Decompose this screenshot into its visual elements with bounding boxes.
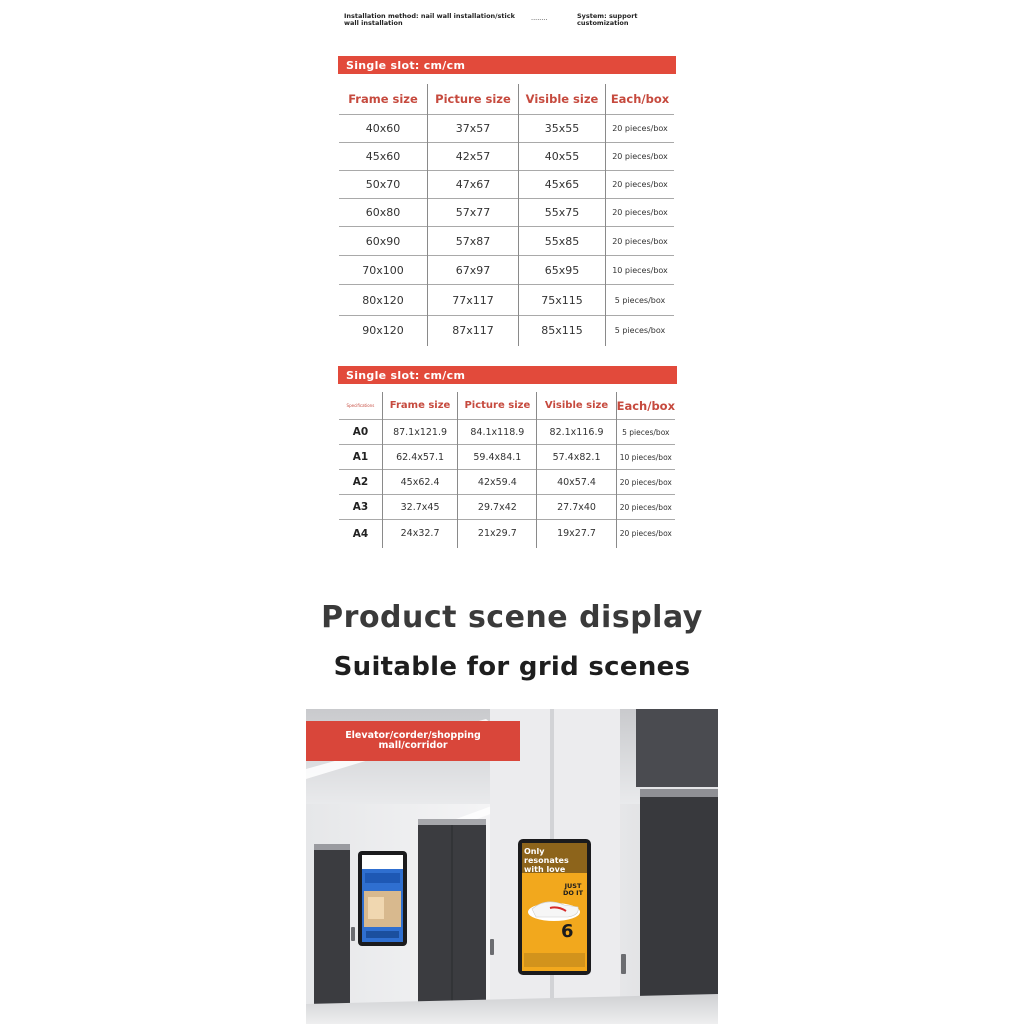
table-cell: 29.7x42 (458, 495, 537, 520)
table-cell: 82.1x116.9 (537, 420, 616, 445)
table1-header-row (339, 84, 674, 115)
table-cell: A2 (339, 470, 382, 495)
table-cell: 85x115 (519, 316, 606, 346)
table-cell: 90x120 (339, 316, 428, 346)
table-cell: A0 (339, 420, 382, 445)
table2-header-visible: Visible size (537, 392, 616, 420)
table-cell: 20 pieces/box (606, 171, 675, 199)
table-cell: 45x65 (519, 171, 606, 199)
table-cell: 62.4x57.1 (382, 445, 457, 470)
table-cell: A4 (339, 520, 382, 548)
table-cell: 20 pieces/box (616, 470, 675, 495)
table-row (339, 420, 675, 445)
table-cell: 45x62.4 (382, 470, 457, 495)
scene-label-text: Elevator/corder/shopping mall/corridor (345, 730, 481, 751)
table-cell: 57x77 (428, 199, 519, 227)
table-cell: 20 pieces/box (616, 495, 675, 520)
table-cell: 60x80 (339, 199, 428, 227)
table-cell: 32.7x45 (382, 495, 457, 520)
table-cell: 20 pieces/box (606, 115, 675, 143)
table-row (339, 143, 674, 171)
table-row (339, 445, 675, 470)
table-cell: 20 pieces/box (606, 227, 675, 256)
table-row (339, 520, 675, 548)
table-cell: A3 (339, 495, 382, 520)
table-cell: 80x120 (339, 285, 428, 316)
table-row (339, 470, 675, 495)
table-cell: 21x29.7 (458, 520, 537, 548)
table2-header-frame: Frame size (382, 392, 457, 420)
size-table-standard (339, 84, 674, 346)
table-row (339, 285, 674, 316)
table-cell: 40x60 (339, 115, 428, 143)
table1-header-each: Each/box (606, 84, 675, 115)
table-cell: 87x117 (428, 316, 519, 346)
table-cell: 55x85 (519, 227, 606, 256)
table-cell: 5 pieces/box (606, 285, 675, 316)
table-cell: 5 pieces/box (616, 420, 675, 445)
table-cell: 47x67 (428, 171, 519, 199)
table-cell: 67x97 (428, 256, 519, 285)
table-cell: 40x55 (519, 143, 606, 171)
table-cell: 60x90 (339, 227, 428, 256)
table-row (339, 115, 674, 143)
table2-header-row (339, 392, 675, 420)
table2-title: Single slot: cm/cm (346, 368, 466, 382)
table-cell: 20 pieces/box (606, 199, 675, 227)
table-cell: 42x57 (428, 143, 519, 171)
table-cell: 10 pieces/box (606, 256, 675, 285)
table-cell: 20 pieces/box (606, 143, 675, 171)
table-cell: 57.4x82.1 (537, 445, 616, 470)
table2-header-each: Each/box (616, 392, 675, 420)
table2-header-picture: Picture size (458, 392, 537, 420)
table1-header-picture: Picture size (428, 84, 519, 115)
poster-promo: JUST DO IT (562, 882, 584, 897)
table-row (339, 316, 674, 346)
table-cell: 20 pieces/box (616, 520, 675, 548)
table-cell: 5 pieces/box (606, 316, 675, 346)
section-subtitle: Suitable for grid scenes (333, 652, 691, 682)
table1-title: Single slot: cm/cm (346, 58, 466, 72)
table-cell: 57x87 (428, 227, 519, 256)
table-cell: 27.7x40 (537, 495, 616, 520)
table-cell: 35x55 (519, 115, 606, 143)
table-row (339, 227, 674, 256)
table-cell: 65x95 (519, 256, 606, 285)
table-cell: 10 pieces/box (616, 445, 675, 470)
section-title: Product scene display (321, 600, 703, 635)
table-cell: 70x100 (339, 256, 428, 285)
table-cell: 45x60 (339, 143, 428, 171)
table2-header-spec: Specifications (346, 403, 375, 408)
table-cell: 84.1x118.9 (458, 420, 537, 445)
table1-header-frame: Frame size (348, 92, 418, 106)
table1-title-bar (338, 56, 676, 74)
poster-headline: Only resonates with love (524, 847, 569, 874)
poster-price: 6 (561, 921, 574, 942)
system-text: System: support customization (577, 12, 638, 27)
size-table-a-series (339, 392, 675, 548)
table2-title-bar (338, 366, 677, 384)
table-row (339, 171, 674, 199)
table-cell: 87.1x121.9 (382, 420, 457, 445)
table-cell: 59.4x84.1 (458, 445, 537, 470)
scene-label (306, 721, 520, 761)
table-cell: 37x57 (428, 115, 519, 143)
table-row (339, 495, 675, 520)
table-cell: 24x32.7 (382, 520, 457, 548)
table-row (339, 256, 674, 285)
table-cell: 75x115 (519, 285, 606, 316)
table-cell: 42x59.4 (458, 470, 537, 495)
info-separator: •••••••• (531, 18, 548, 22)
table-cell: 19x27.7 (537, 520, 616, 548)
table-cell: 55x75 (519, 199, 606, 227)
table-row (339, 199, 674, 227)
table-cell: 50x70 (339, 171, 428, 199)
table1-header-visible: Visible size (519, 84, 606, 115)
table-cell: A1 (339, 445, 382, 470)
table-cell: 77x117 (428, 285, 519, 316)
table-cell: 40x57.4 (537, 470, 616, 495)
installation-method-text: Installation method: nail wall installation/stick wall installation (344, 12, 515, 27)
